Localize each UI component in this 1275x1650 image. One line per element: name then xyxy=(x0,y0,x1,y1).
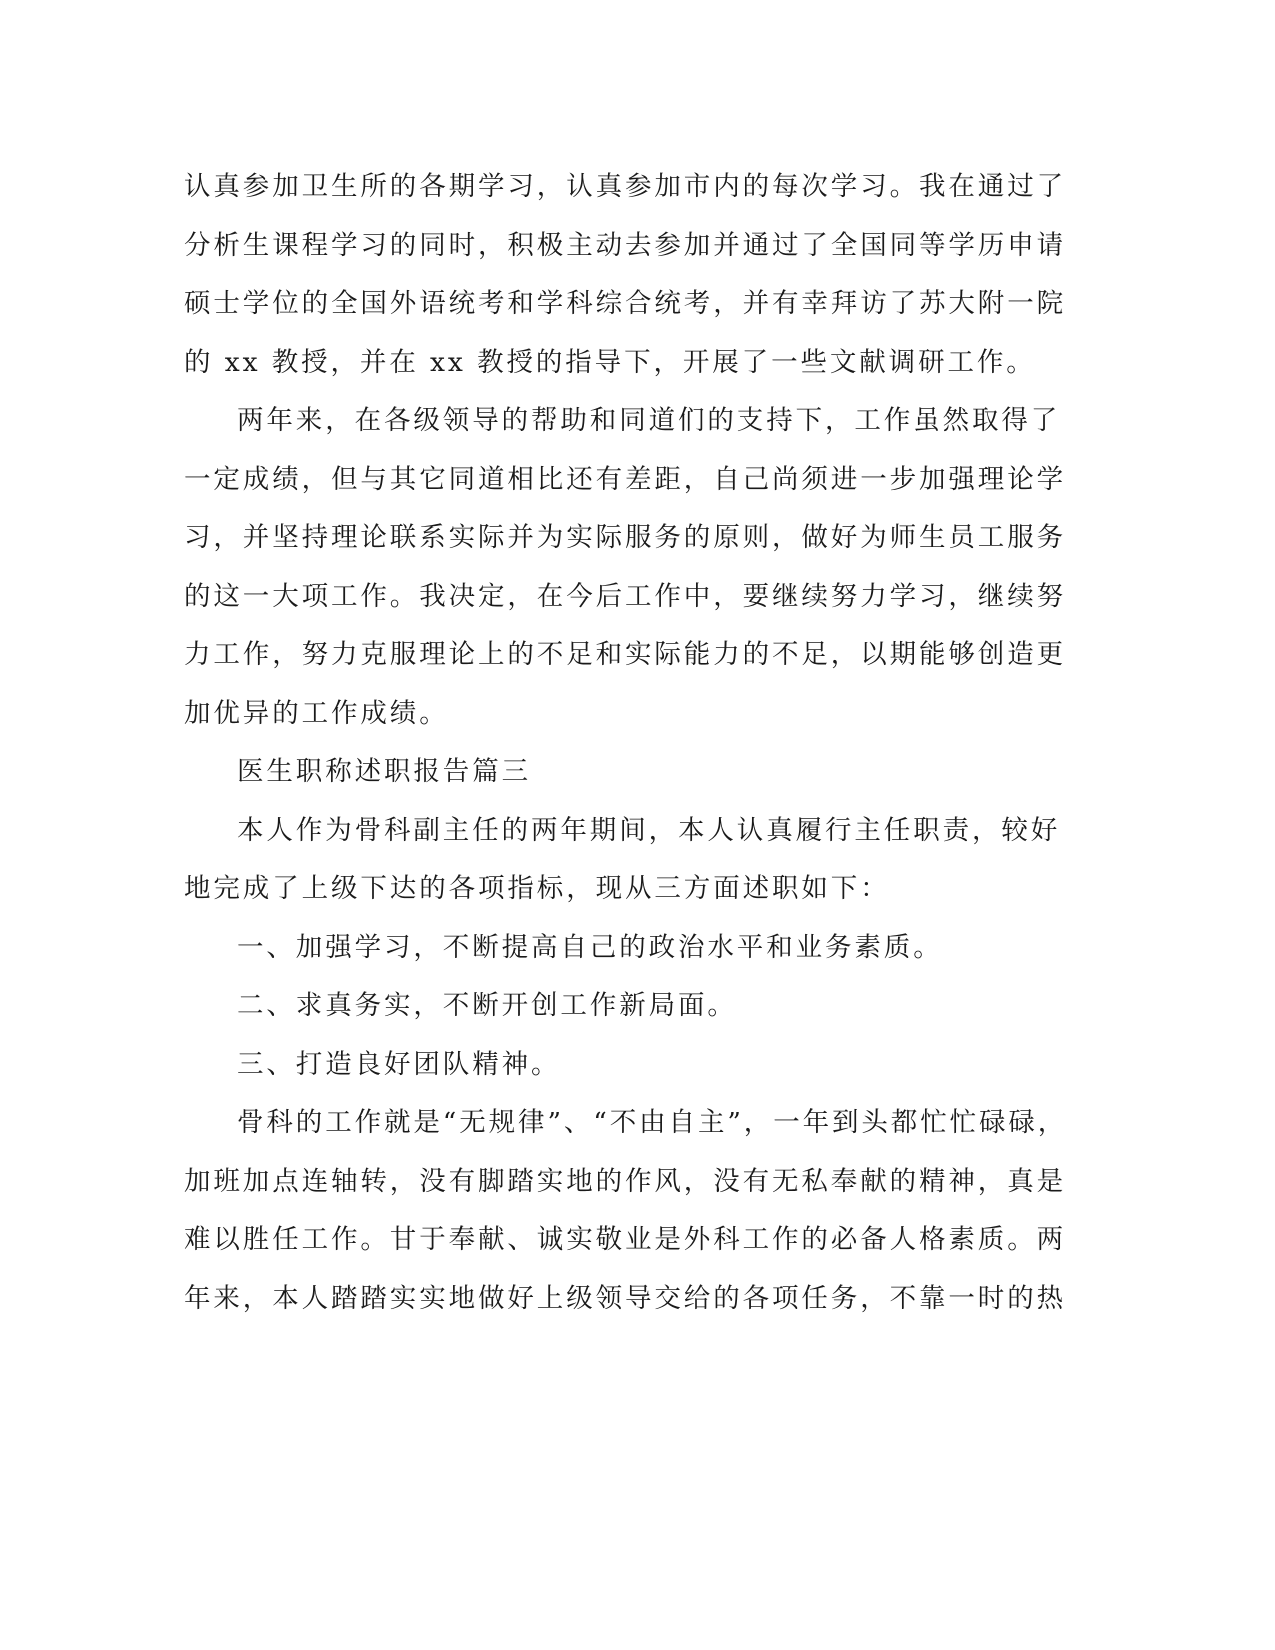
paragraph-2 xyxy=(184,392,1066,743)
text-line: 习，并坚持理论联系实际并为实际服务的原则，做好为师生员工服务 xyxy=(184,522,1066,553)
text-line: 力工作，努力克服理论上的不足和实际能力的不足，以期能够创造更 xyxy=(184,639,1066,670)
text-line: 二、求真务实，不断开创工作新局面。 xyxy=(237,990,737,1021)
text-line: 难以胜任工作。甘于奉献、诚实敬业是外科工作的必备人格素质。两 xyxy=(184,1224,1066,1255)
text-line: 地完成了上级下达的各项指标，现从三方面述职如下： xyxy=(184,873,890,904)
text-line: 硕士学位的全国外语统考和学科综合统考，并有幸拜访了苏大附一院 xyxy=(184,288,1066,319)
paragraph-orthopedics xyxy=(184,1094,1068,1328)
section-heading xyxy=(184,743,1044,802)
text-line: 本人作为骨科副主任的两年期间，本人认真履行主任职责，较好 xyxy=(237,814,1061,846)
text-line: 分析生课程学习的同时，积极主动去参加并通过了全国同等学历申请 xyxy=(184,229,1066,261)
list-item-3 xyxy=(184,1036,1044,1095)
heading-line: 医生职称述职报告篇三 xyxy=(237,756,531,787)
text-line: 年来，本人踏踏实实地做好上级领导交给的各项任务，不靠一时的热 xyxy=(184,1282,1066,1314)
list-item-1 xyxy=(184,919,1044,978)
text-line: 三、打造良好团队精神。 xyxy=(237,1048,561,1080)
text-line: 一、加强学习，不断提高自己的政治水平和业务素质。 xyxy=(237,931,943,963)
document-body xyxy=(184,158,1068,1328)
text-line: 的 xx 教授，并在 xx 教授的指导下，开展了一些文献调研工作。 xyxy=(184,346,1036,378)
text-line: 的这一大项工作。我决定，在今后工作中，要继续努力学习，继续努 xyxy=(184,580,1066,612)
text-line: 骨科的工作就是“无规律”、“不由自主”，一年到头都忙忙碌碌， xyxy=(237,1107,1068,1138)
text-line: 两年来，在各级领导的帮助和同道们的支持下，工作虽然取得了 xyxy=(237,405,1061,436)
paragraph-1 xyxy=(184,158,1066,392)
text-line: 认真参加卫生所的各期学习，认真参加市内的每次学习。我在通过了 xyxy=(184,171,1066,202)
paragraph-intro xyxy=(184,802,1061,919)
text-line: 加班加点连轴转，没有脚踏实地的作风，没有无私奉献的精神，真是 xyxy=(184,1165,1066,1197)
text-line: 加优异的工作成绩。 xyxy=(184,697,449,729)
list-item-2 xyxy=(184,977,1044,1036)
text-line: 一定成绩，但与其它同道相比还有差距，自己尚须进一步加强理论学 xyxy=(184,463,1066,495)
